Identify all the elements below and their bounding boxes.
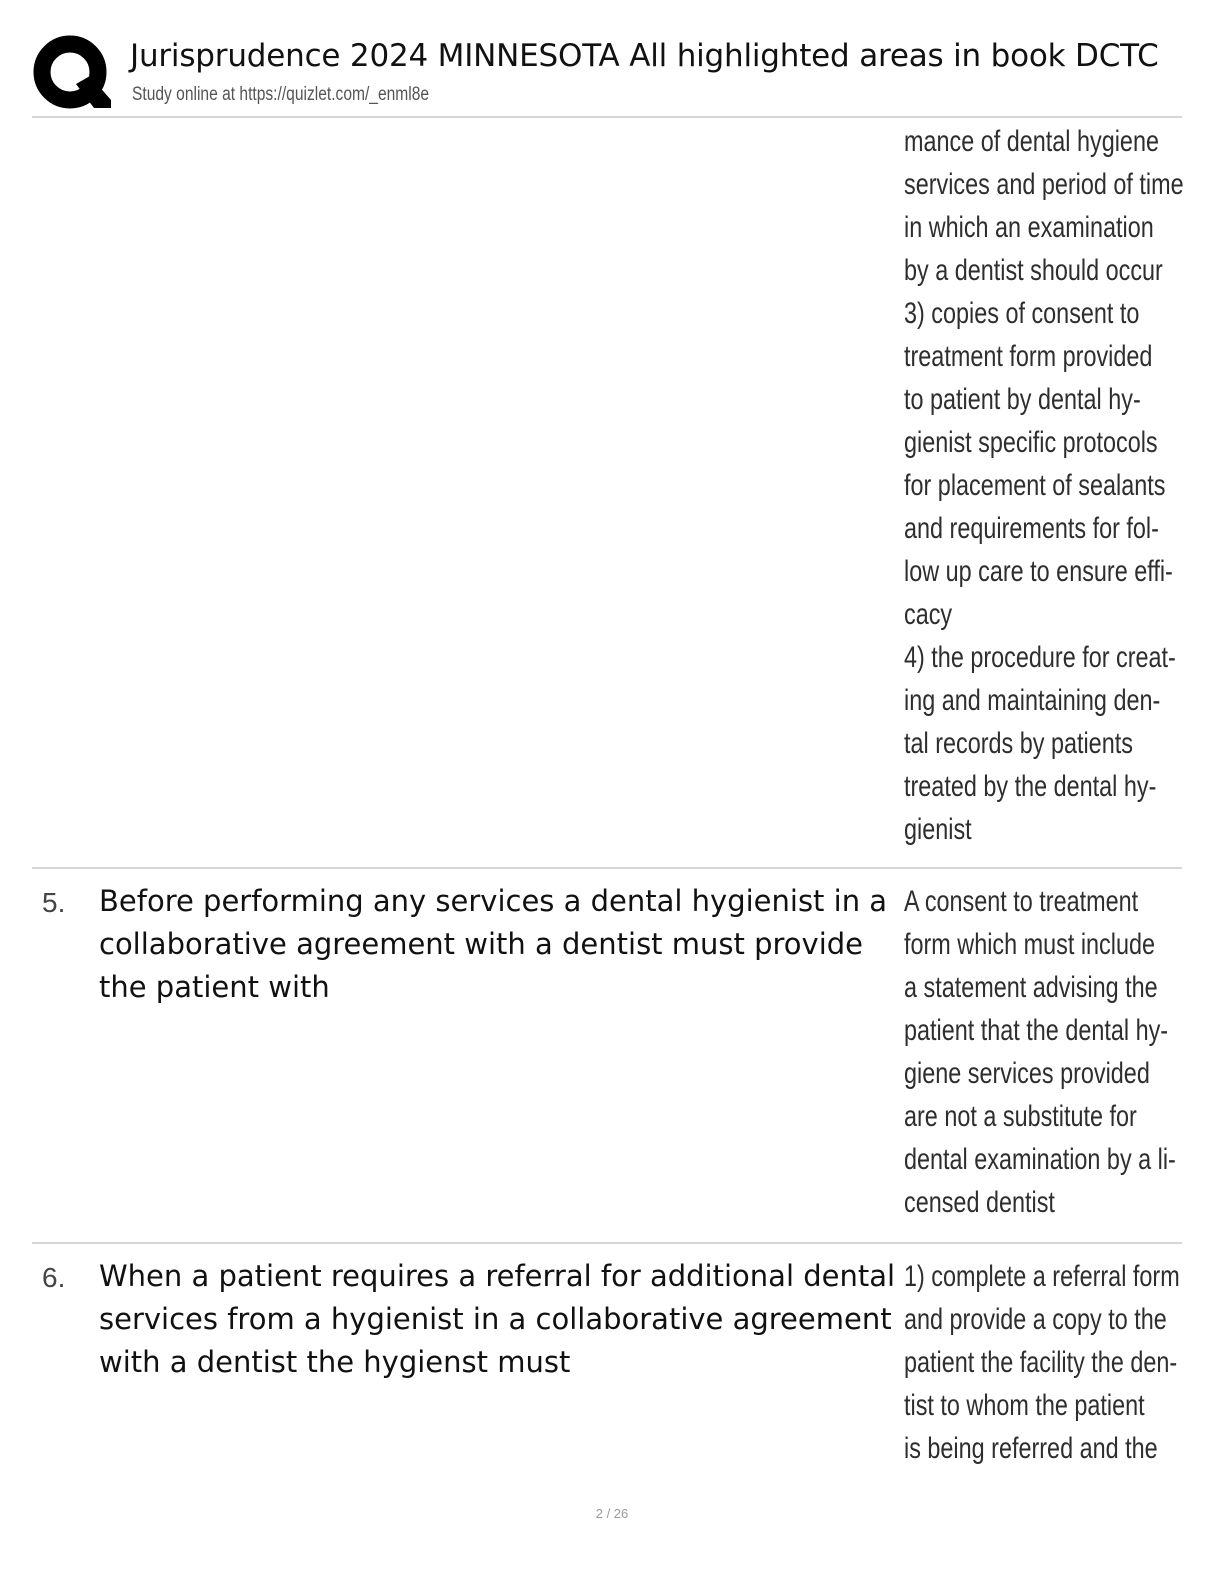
answer-line: treated by the dental hy-	[904, 770, 1157, 803]
card-5-number: 5.	[42, 887, 66, 918]
answer-line: for placement of sealants	[904, 469, 1166, 502]
answer-line: A consent to treatment	[904, 885, 1139, 918]
answer-line: and requirements for fol-	[904, 512, 1159, 545]
answer-line: tist to whom the patient	[904, 1389, 1145, 1422]
card-divider	[32, 1242, 1182, 1244]
answer-line: ing and maintaining den-	[904, 684, 1161, 717]
card-6-question	[99, 1255, 899, 1384]
page-title: Jurisprudence 2024 MINNESOTA All highlighted areas in book DCTC	[130, 38, 1159, 74]
answer-line: by a dentist should occur	[904, 254, 1163, 287]
answer-line: tal records by patients	[904, 727, 1133, 760]
answer-line: giene services provided	[904, 1057, 1150, 1090]
card-6-answer	[904, 1255, 1180, 1470]
answer-line: gienist	[904, 813, 972, 846]
study-online-link[interactable]: Study online at https://quizlet.com/_enml8e	[132, 84, 430, 105]
answer-line: a statement advising the	[904, 971, 1158, 1004]
answer-line: mance of dental hygiene	[904, 125, 1159, 158]
answer-line: treatment form provided	[904, 340, 1153, 373]
answer-line: are not a substitute for	[904, 1100, 1137, 1133]
header-divider	[32, 116, 1182, 118]
answer-line: cacy	[904, 598, 953, 631]
answer-line: to patient by dental hy-	[904, 383, 1141, 416]
answer-line: and provide a copy to the	[904, 1303, 1167, 1336]
answer-line: dental examination by a li-	[904, 1143, 1176, 1176]
question-line: Before performing any services a dental hygienist in a	[99, 884, 888, 918]
question-line: services from a hygienist in a collaborative agreement	[99, 1302, 892, 1336]
answer-line: 1) complete a referral form	[904, 1260, 1180, 1293]
question-line: collaborative agreement with a dentist must provide	[99, 927, 863, 961]
answer-line: is being referred and the	[904, 1432, 1158, 1465]
page-header	[32, 30, 1182, 116]
card-5-question	[99, 880, 899, 1009]
answer-line: patient that the dental hy-	[904, 1014, 1169, 1047]
answer-line: censed dentist	[904, 1186, 1055, 1219]
answer-line: form which must include	[904, 928, 1156, 961]
page-indicator: 2 / 26	[595, 1506, 629, 1521]
question-line: the patient with	[99, 970, 330, 1004]
answer-line: patient the facility the den-	[904, 1346, 1178, 1379]
card-divider	[32, 867, 1182, 869]
answer-line: gienist specific protocols	[904, 426, 1158, 459]
answer-line: services and period of time	[904, 168, 1184, 201]
question-line: When a patient requires a referral for additional dental	[99, 1259, 896, 1293]
answer-line: in which an examination	[904, 211, 1154, 244]
question-line: with a dentist the hygienst must	[99, 1345, 571, 1379]
answer-line: 3) copies of consent to	[904, 297, 1140, 330]
card-5-answer	[904, 880, 1176, 1224]
quizlet-logo-icon	[32, 34, 112, 114]
card-6-number: 6.	[42, 1262, 66, 1293]
answer-line: low up care to ensure effi-	[904, 555, 1173, 588]
card-4-answer-continued	[904, 120, 1184, 851]
answer-line: 4) the procedure for creat-	[904, 641, 1176, 674]
